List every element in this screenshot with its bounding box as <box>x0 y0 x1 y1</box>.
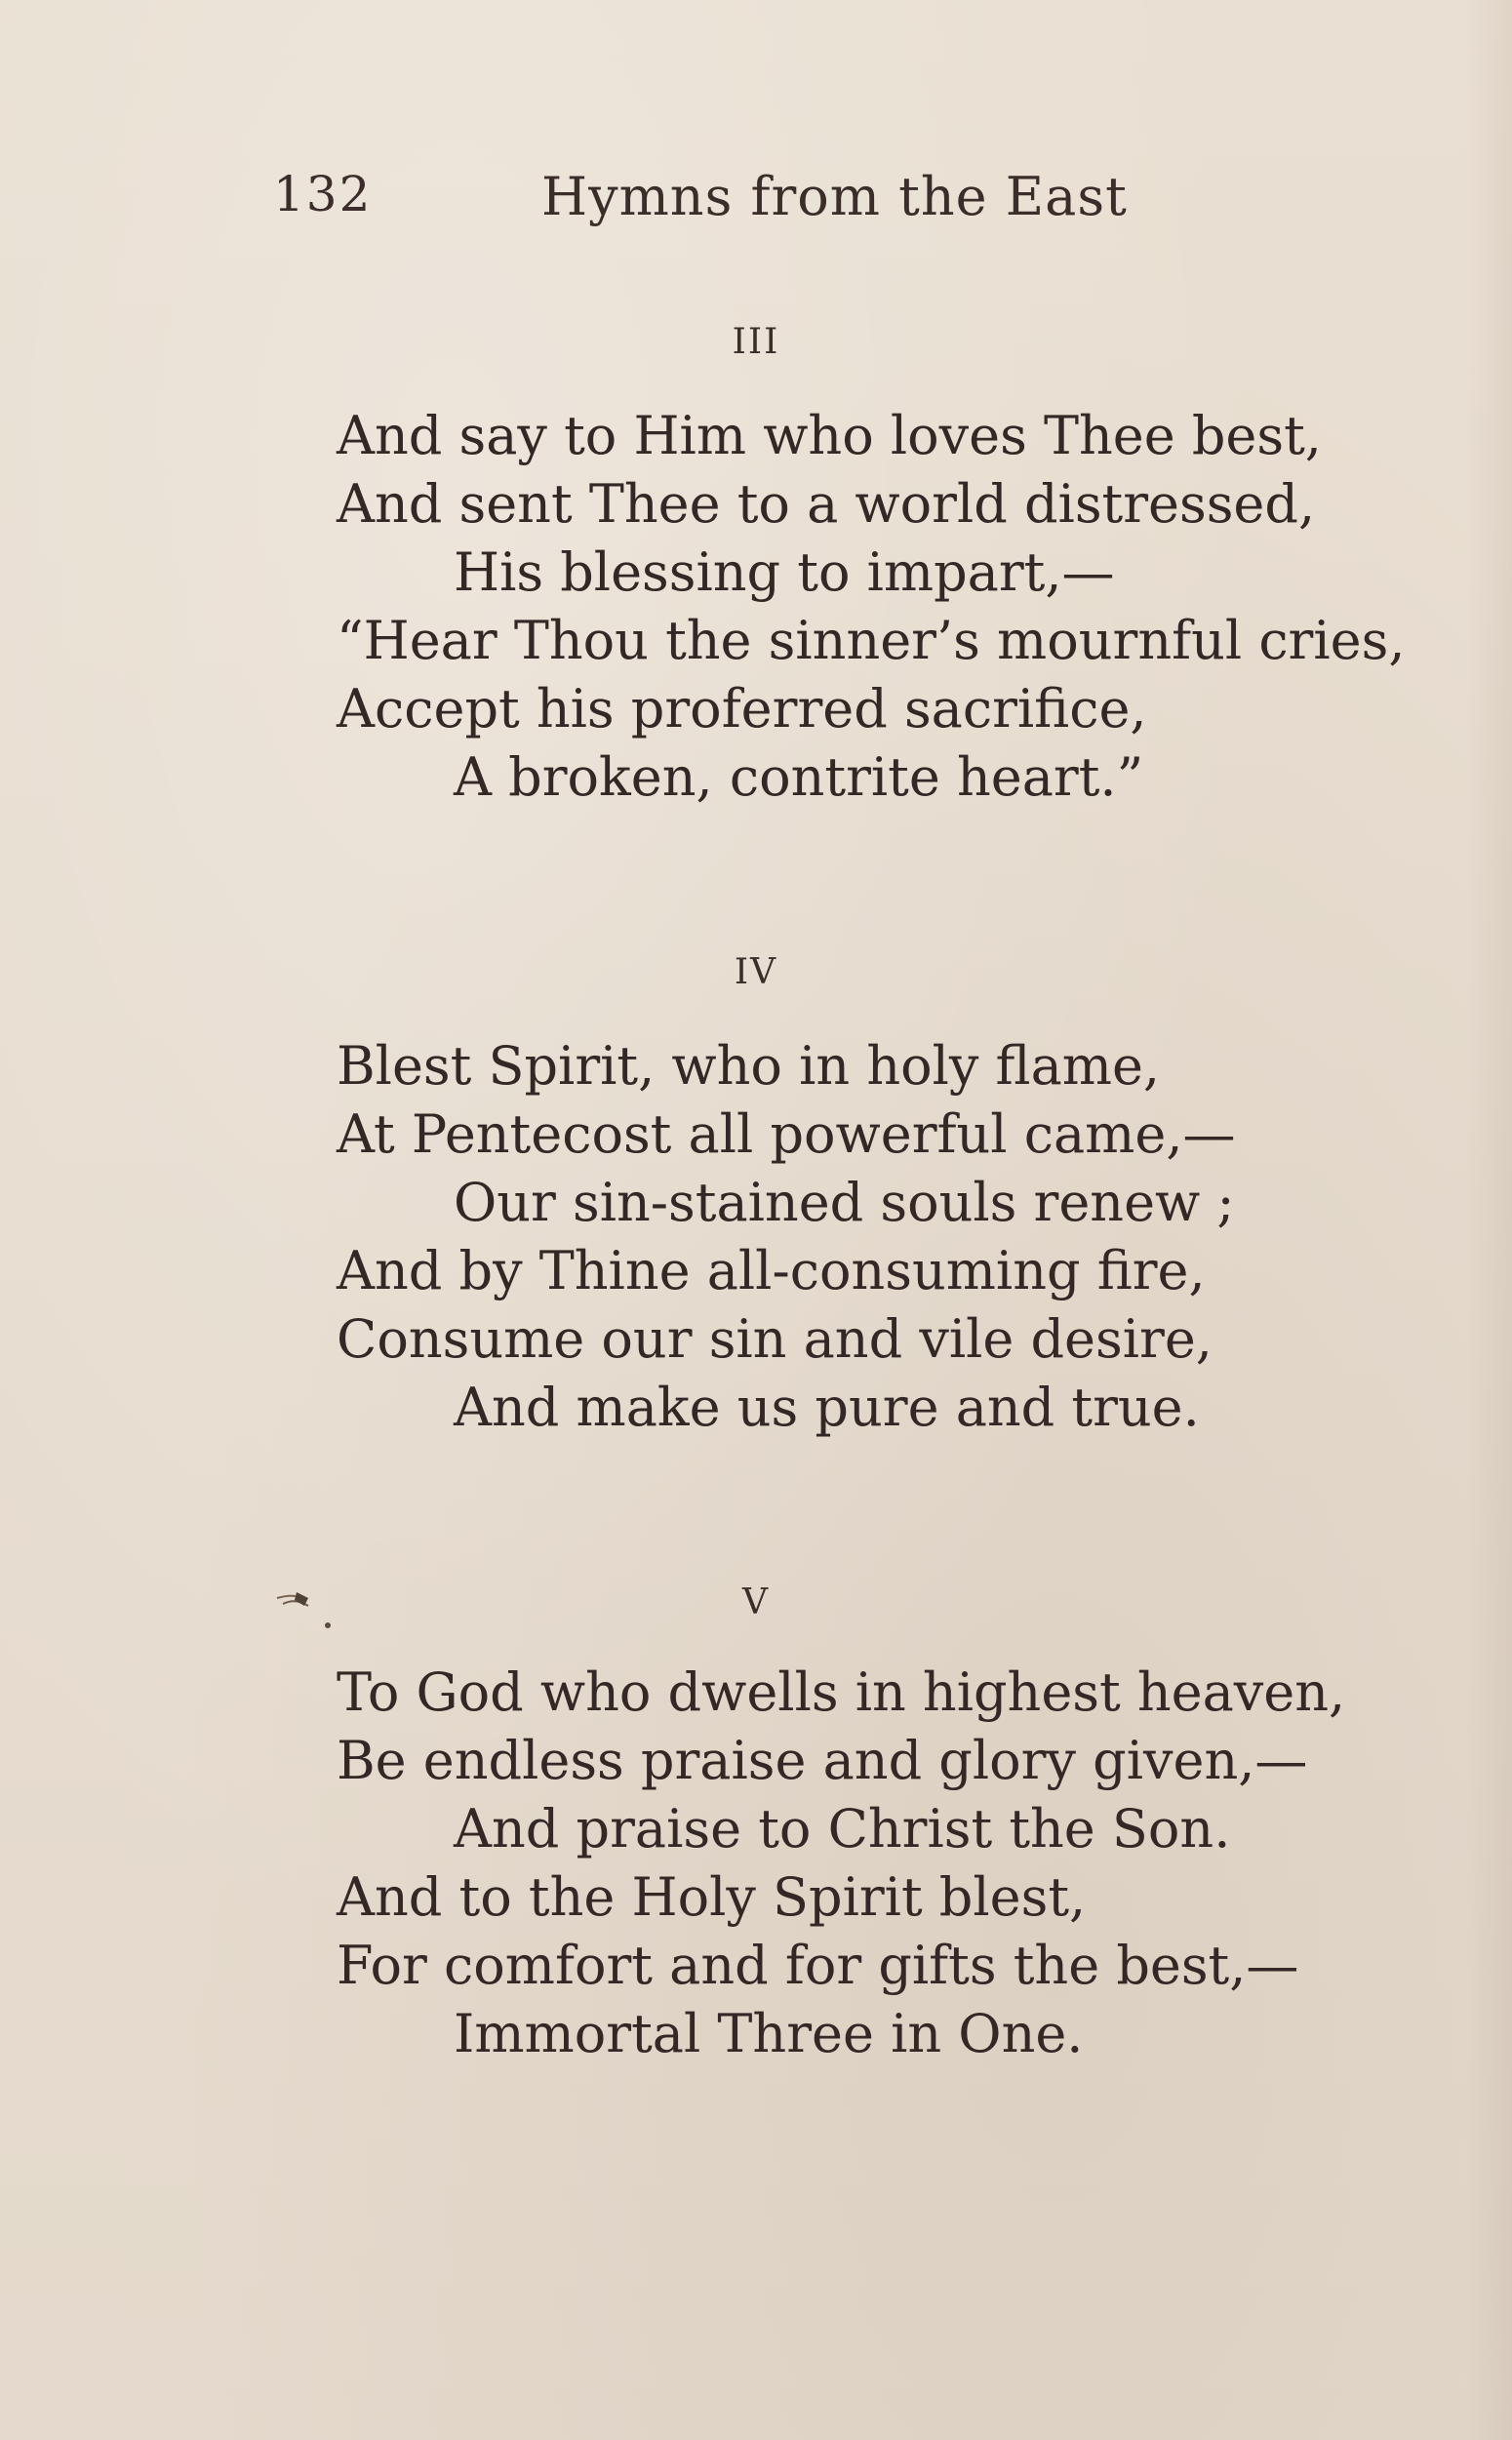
verse-line: And by Thine all-consuming fire, <box>337 1240 1206 1301</box>
verse-line: A broken, contrite heart.” <box>454 746 1144 808</box>
verse-line: And sent Thee to a world distressed, <box>337 473 1316 535</box>
verse-line: Consume our sin and vile desire, <box>337 1308 1213 1370</box>
stanza-iv <box>337 1032 1419 1442</box>
verse-line: “Hear Thou the sinner’s mournful cries, <box>337 610 1406 671</box>
stanza-heading-iv: IV <box>734 952 778 992</box>
page-header <box>273 166 1151 234</box>
stanza-heading-iii: III <box>732 322 780 362</box>
verse-line: To God who dwells in highest heaven, <box>337 1661 1346 1723</box>
verse-line: Accept his proferred sacrifice, <box>337 678 1147 740</box>
verse-line: Blest Spirit, who in holy flame, <box>337 1035 1161 1097</box>
verse-line: And to the Holy Spirit blest, <box>337 1866 1087 1928</box>
verse-line: And praise to Christ the Son. <box>454 1798 1231 1860</box>
page-number: 132 <box>273 166 373 222</box>
stanza-heading-v: V <box>742 1582 770 1622</box>
stanza-iii <box>337 402 1419 812</box>
verse-line: Be endless praise and glory given,— <box>337 1730 1308 1791</box>
verse-line: His blessing to impart,— <box>454 541 1115 603</box>
verse-line: And say to Him who loves Thee best, <box>337 405 1322 466</box>
verse-line: Our sin-stained souls renew ; <box>454 1172 1235 1233</box>
verse-line: For comfort and for gifts the best,— <box>337 1935 1299 1996</box>
running-title: Hymns from the East <box>541 166 1128 227</box>
verse-line: And make us pure and true. <box>454 1377 1200 1438</box>
stanza-v <box>337 1659 1419 2068</box>
verse-line: At Pentecost all powerful came,— <box>337 1103 1236 1165</box>
verse-line: Immortal Three in One. <box>454 2003 1084 2064</box>
